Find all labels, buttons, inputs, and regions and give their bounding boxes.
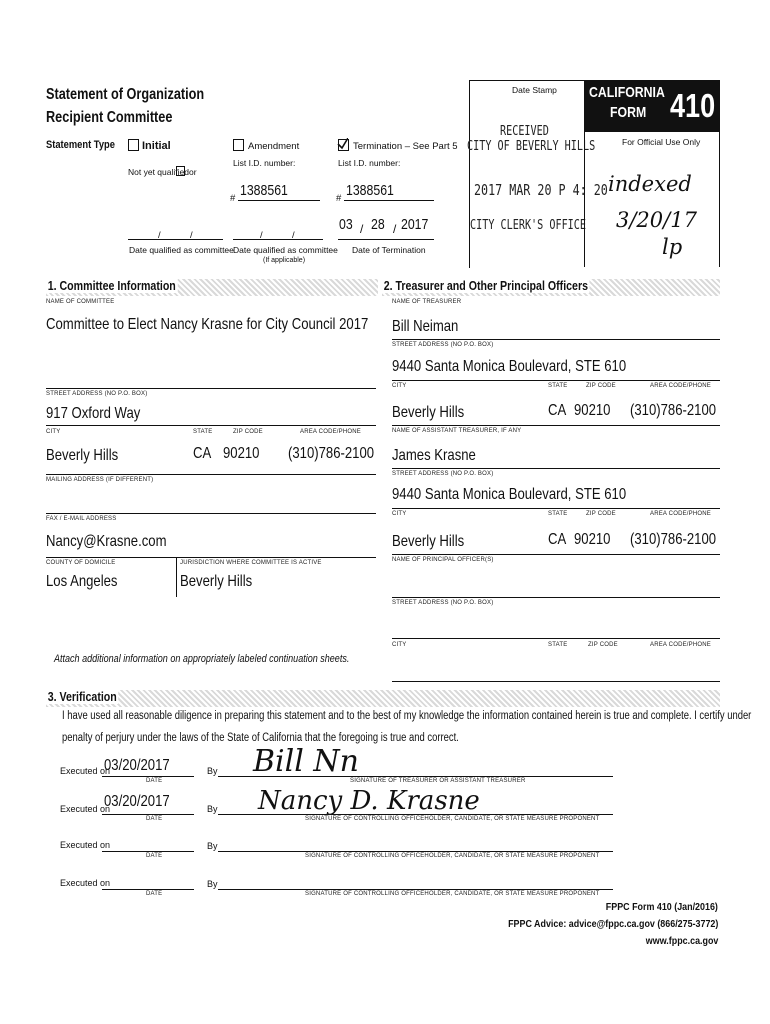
c-city-label: CITY — [46, 429, 61, 435]
form-title-line2: Recipient Committee — [46, 109, 173, 126]
a-name-line — [392, 468, 720, 469]
t-street-line — [392, 380, 720, 381]
t-street-label: STREET ADDRESS (NO P.O. BOX) — [392, 342, 494, 348]
stamp-received: RECEIVED — [500, 124, 549, 139]
signature-caption-1: SIGNATURE OF TREASURER OR ASSISTANT TREASURER — [350, 778, 526, 784]
a-city-label: CITY — [392, 511, 407, 517]
signature-caption-2: SIGNATURE OF CONTROLLING OFFICEHOLDER, CANDIDATE, OR STATE MEASURE PROPONENT — [305, 816, 600, 822]
stamp-city: CITY OF BEVERLY HILLS — [467, 139, 596, 154]
c-street-value: 917 Oxford Way — [46, 405, 141, 422]
section3-band — [46, 690, 720, 707]
amendment-label: Amendment — [248, 141, 300, 152]
stamp-annotation-indexed: indexed — [608, 172, 692, 196]
statement-type-label: Statement Type — [46, 139, 115, 151]
termination-label: Termination – See Part 5 — [353, 141, 458, 152]
c-jurisdiction-label: JURISDICTION WHERE COMMITTEE IS ACTIVE — [180, 560, 322, 566]
executed-line-4 — [102, 889, 194, 890]
c-mailing-label: MAILING ADDRESS (IF DIFFERENT) — [46, 477, 154, 483]
a-phone-label: AREA CODE/PHONE — [650, 511, 712, 517]
c-county-line — [46, 557, 376, 558]
c-jurisdiction-value: Beverly Hills — [180, 573, 253, 590]
amendment-hash: # — [230, 193, 236, 204]
date-label-1: DATE — [146, 778, 163, 784]
section2-title: 2. Treasurer and Other Principal Officers — [383, 279, 589, 293]
t-zip-value: 90210 — [574, 402, 611, 419]
executed-label-2: Executed on — [60, 804, 111, 814]
stamp-annotation-initials: lp — [662, 235, 683, 259]
asst-label: NAME OF ASSISTANT TREASURER, IF ANY — [392, 428, 522, 434]
termination-day: 28 — [371, 216, 385, 233]
date-qualified-label: Date qualified as committee — [129, 245, 234, 255]
not-yet-qualified-label: Not yet qualified — [128, 167, 189, 177]
stamp-date: 2017 MAR 20 P 4: 20 — [474, 181, 608, 199]
signature-caption-3: SIGNATURE OF CONTROLLING OFFICEHOLDER, CANDIDATE, OR STATE MEASURE PROPONENT — [305, 853, 600, 859]
by-label-4: By — [207, 879, 218, 889]
termination-id-value: 1388561 — [346, 182, 394, 199]
by-label-3: By — [207, 841, 218, 851]
by-label-2: By — [207, 804, 218, 814]
committee-name-label: NAME OF COMMITTEE — [46, 299, 115, 305]
c-county-divider — [176, 557, 177, 597]
o-phone-label: AREA CODE/PHONE — [650, 642, 712, 648]
official-use-label: For Official Use Only — [622, 137, 701, 147]
amendment-id-value: 1388561 — [240, 182, 288, 199]
footer-form-ref: FPPC Form 410 (Jan/2016) — [605, 901, 718, 913]
t-phone-value: (310)786-2100 — [630, 402, 717, 419]
form-title-line1: Statement of Organization — [46, 86, 205, 103]
date-qualified-amend-line — [233, 239, 323, 240]
o-state-label: STATE — [548, 642, 568, 648]
a-street-value: 9440 Santa Monica Boulevard, STE 610 — [392, 486, 627, 503]
date-stamp-box — [469, 80, 585, 268]
executed-label-4: Executed on — [60, 878, 111, 888]
a-zip-value: 90210 — [574, 531, 611, 548]
or-label: or — [189, 167, 197, 177]
executed-line-3 — [102, 851, 194, 852]
a-zip-label: ZIP CODE — [586, 511, 616, 517]
section3-title: 3. Verification — [47, 690, 117, 704]
date-qualified-amend-label: Date qualified as committee — [233, 245, 338, 255]
c-email-value: Nancy@Krasne.com — [46, 533, 167, 550]
t-zip-label: ZIP CODE — [586, 383, 616, 389]
section1-title: 1. Committee Information — [47, 279, 176, 293]
c-street-line — [46, 388, 376, 389]
c-county-label: COUNTY OF DOMICILE — [46, 560, 116, 566]
a-state-label: STATE — [548, 511, 568, 517]
t-city-value: Beverly Hills — [392, 404, 465, 421]
executed-label-3: Executed on — [60, 840, 111, 850]
date-slash-1: / — [158, 230, 161, 241]
c-state-value: CA — [193, 445, 212, 462]
termination-month: 03 — [339, 216, 353, 233]
officer-line — [392, 597, 720, 598]
date-label-3: DATE — [146, 853, 163, 859]
officer-city-line — [392, 681, 720, 682]
treasurer-value: Bill Neiman — [392, 318, 459, 335]
officer-street-label: STREET ADDRESS (NO P.O. BOX) — [392, 600, 494, 606]
footer-site[interactable]: www.fppc.ca.gov — [645, 935, 718, 947]
c-fax-line — [46, 513, 376, 514]
c-zip-label: ZIP CODE — [233, 429, 263, 435]
date-of-termination-label: Date of Termination — [352, 245, 426, 255]
c-zip-value: 90210 — [223, 445, 260, 462]
signature-line-4 — [218, 889, 613, 890]
c-state-label: STATE — [193, 429, 213, 435]
c-phone-label: AREA CODE/PHONE — [300, 429, 362, 435]
date-label-4: DATE — [146, 891, 163, 897]
officer-line-top — [392, 554, 720, 555]
initial-checkbox[interactable] — [128, 139, 139, 151]
stamp-annotation-date: 3/20/17 — [616, 208, 697, 232]
termination-checkbox[interactable] — [338, 139, 349, 151]
termination-id-label: List I.D. number: — [338, 158, 401, 168]
a-city-value: Beverly Hills — [392, 533, 465, 550]
verification-line2: penalty of perjury under the laws of the State of California that the foregoing is true and correct. — [62, 732, 459, 744]
t-state-value: CA — [548, 402, 567, 419]
c-street-label: STREET ADDRESS (NO P.O. BOX) — [46, 391, 148, 397]
amendment-id-label: List I.D. number: — [233, 158, 296, 168]
a-phone-value: (310)786-2100 — [630, 531, 717, 548]
check-mark-icon — [337, 138, 348, 150]
termination-date-line — [338, 239, 434, 240]
signature-line-3 — [218, 851, 613, 852]
a-state-value: CA — [548, 531, 567, 548]
executed-label-1: Executed on — [60, 766, 111, 776]
if-applicable-label: (If applicable) — [263, 257, 306, 264]
initial-label: Initial — [142, 140, 171, 152]
badge-state: CALIFORNIA — [589, 84, 665, 101]
officer-street-line — [392, 638, 720, 639]
c-mailing-line — [46, 474, 376, 475]
t-asst-line — [392, 425, 720, 426]
executed-date-1: 03/20/2017 — [104, 757, 170, 774]
signature-candidate: Nancy D. Krasne — [258, 786, 480, 816]
badge-number: 410 — [670, 87, 716, 124]
date-label-2: DATE — [146, 816, 163, 822]
date-stamp-label: Date Stamp — [512, 85, 557, 95]
date-slash-4: / — [292, 230, 295, 241]
o-zip-label: ZIP CODE — [588, 642, 618, 648]
signature-treasurer: Bill Nn — [253, 744, 359, 779]
c-city-line — [46, 425, 376, 426]
footer-advice: FPPC Advice: advice@fppc.ca.gov (866/275-3772) — [507, 918, 718, 930]
a-street-line — [392, 508, 720, 509]
verification-line1: I have used all reasonable diligence in preparing this statement and to the best of my knowledge the information contained herein is true and complete. I certify under — [62, 710, 752, 722]
asst-value: James Krasne — [392, 447, 476, 464]
amendment-id-line — [238, 200, 320, 201]
t-phone-label: AREA CODE/PHONE — [650, 383, 712, 389]
executed-line-1 — [102, 776, 194, 777]
executed-line-2 — [102, 814, 194, 815]
t-street-value: 9440 Santa Monica Boulevard, STE 610 — [392, 358, 627, 375]
a-street-label: STREET ADDRESS (NO P.O. BOX) — [392, 471, 494, 477]
badge-form: FORM — [610, 104, 647, 121]
executed-date-2: 03/20/2017 — [104, 793, 170, 810]
attach-note: Attach additional information on appropriately labeled continuation sheets. — [54, 653, 350, 665]
committee-name-value: Committee to Elect Nancy Krasne for City Council 2017 — [46, 316, 369, 333]
o-city-label: CITY — [392, 642, 407, 648]
c-phone-value: (310)786-2100 — [288, 445, 375, 462]
termination-slash-2: / — [393, 222, 397, 236]
stamp-office: CITY CLERK'S OFFICE — [470, 218, 587, 233]
form-badge — [584, 80, 720, 132]
treasurer-label: NAME OF TREASURER — [392, 299, 462, 305]
date-slash-3: / — [260, 230, 263, 241]
c-city-value: Beverly Hills — [46, 447, 119, 464]
termination-year: 2017 — [401, 216, 429, 233]
not-yet-qualified-checkbox[interactable] — [176, 166, 185, 176]
termination-id-line — [344, 200, 434, 201]
signature-caption-4: SIGNATURE OF CONTROLLING OFFICEHOLDER, CANDIDATE, OR STATE MEASURE PROPONENT — [305, 891, 600, 897]
officer-label: NAME OF PRINCIPAL OFFICER(S) — [392, 557, 494, 563]
amendment-checkbox[interactable] — [233, 139, 244, 151]
termination-hash: # — [336, 193, 342, 204]
date-slash-2: / — [190, 230, 193, 241]
termination-slash-1: / — [360, 222, 364, 236]
date-qualified-line — [128, 239, 223, 240]
t-state-label: STATE — [548, 383, 568, 389]
t-name-line — [392, 339, 720, 340]
c-fax-label: FAX / E-MAIL ADDRESS — [46, 516, 117, 522]
t-city-label: CITY — [392, 383, 407, 389]
by-label-1: By — [207, 766, 218, 776]
c-county-value: Los Angeles — [46, 573, 118, 590]
